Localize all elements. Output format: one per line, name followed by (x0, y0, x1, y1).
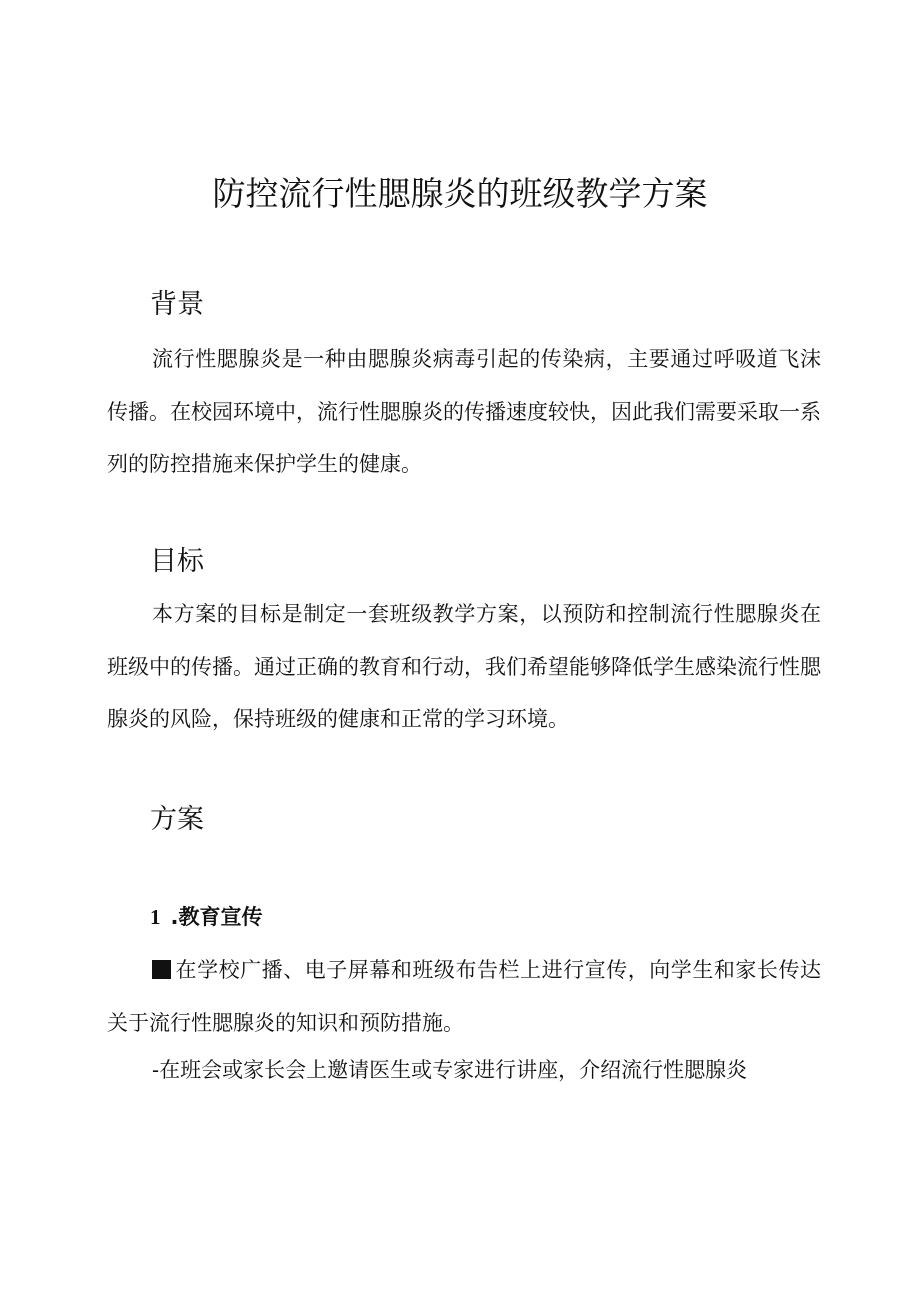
square-bullet-icon (152, 960, 171, 979)
goal-paragraph: 本方案的目标是制定一套班级教学方案，以预防和控制流行性腮腺炎在班级中的传播。通过正确的教育和行动，我们希望能够降低学生感染流行性腮腺炎的风险，保持班级的健康和正常的学习环境。 (107, 602, 821, 731)
document-title: 防控流行性腮腺炎的班级教学方案 (212, 174, 708, 213)
plan-item-1-text: 在学校广播、电子屏幕和班级布告栏上进行宣传，向学生和家长传达关于流行性腮腺炎的知识和预防措施。 (107, 958, 821, 1035)
subsection-number: 1 (150, 905, 161, 929)
subsection-heading-education (150, 897, 262, 937)
section-heading-plan: 方案 (150, 804, 204, 835)
section-heading-goal: 目标 (150, 546, 204, 577)
background-paragraph: 流行性腮腺炎是一种由腮腺炎病毒引起的传染病，主要通过呼吸道飞沫传播。在校园环境中，流行性腮腺炎的传播速度较快，因此我们需要采取一系列的防控措施来保护学生的健康。 (107, 347, 821, 476)
section-heading-background: 背景 (150, 289, 204, 320)
plan-item-1 (107, 944, 821, 1049)
subsection-title: .教育宣传 (170, 905, 263, 929)
plan-item-2: -在班会或家长会上邀请医生或专家进行讲座，介绍流行性腮腺炎 (152, 1058, 748, 1082)
